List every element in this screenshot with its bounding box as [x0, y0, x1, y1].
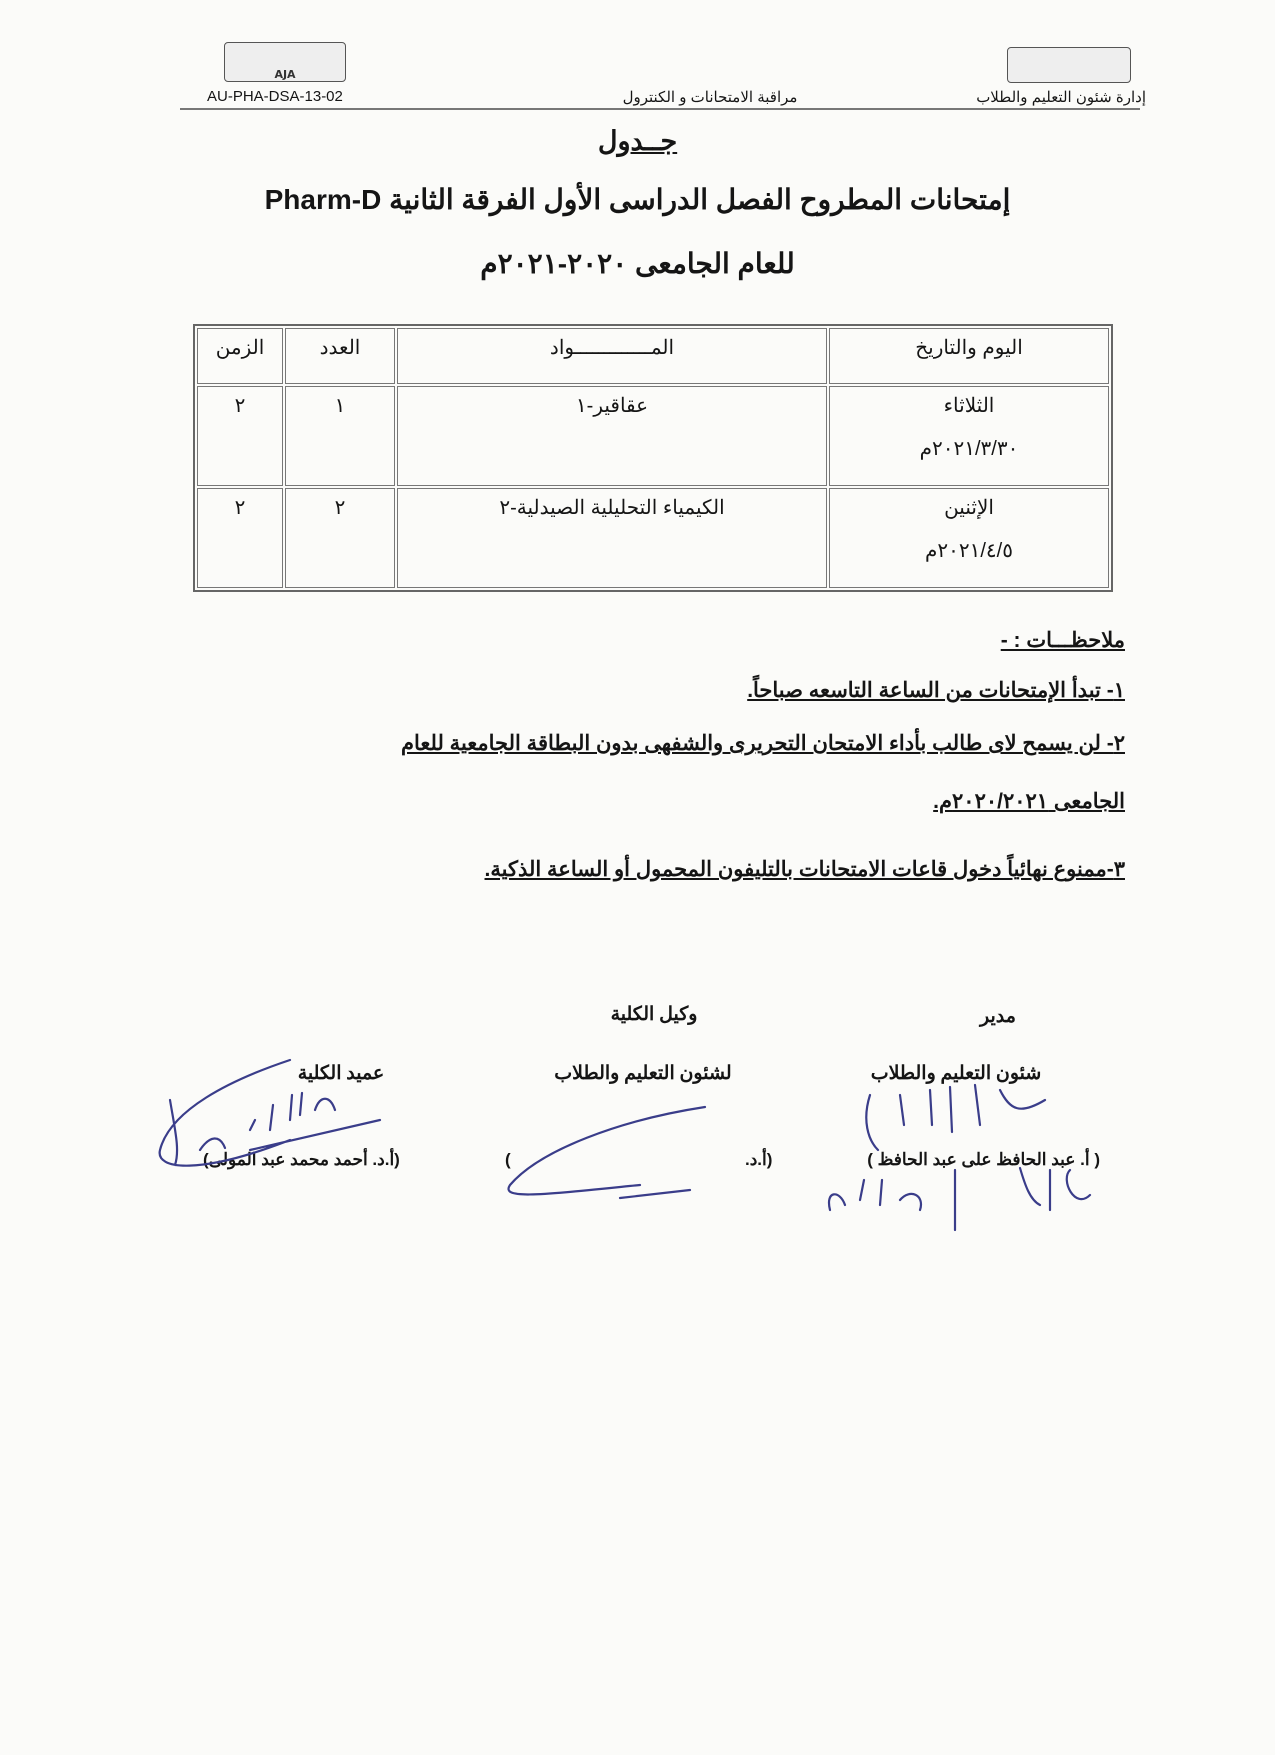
- date: ٢٠٢١/٣/٣٠م: [919, 438, 1019, 460]
- vice-dean-signature: [509, 1107, 705, 1198]
- dean-title: عميد الكلية: [297, 1063, 385, 1084]
- subtitle: إمتحانات المطروح الفصل الدراسى الأول الفرقة الثانية Pharm-D: [264, 184, 1011, 215]
- director-signature: [829, 1085, 1090, 1230]
- duration-cell: ٢: [197, 386, 283, 486]
- header-day-date: اليوم والتاريخ: [829, 328, 1109, 384]
- document-code: AU-PHA-DSA-13-02: [207, 88, 343, 105]
- director-dept: شئون التعليم والطلاب: [870, 1063, 1042, 1084]
- vice-dean-name: (أ.د.: [745, 1150, 773, 1169]
- title: جــدول: [597, 126, 678, 156]
- notes-heading: ملاحظـــات : -: [1000, 629, 1125, 652]
- director-name: ( أ. عبد الحافظ على عبد الحافظ ): [867, 1150, 1100, 1169]
- header-duration: الزمن: [197, 328, 283, 384]
- logo-text: AJA: [274, 68, 296, 81]
- academic-year: للعام الجامعى ٢٠٢٠-٢٠٢١م: [480, 248, 795, 279]
- note-2: ٢- لن يسمح لاى طالب بأداء الامتحان التحريرى والشفهى بدون البطاقة الجامعية للعام: [400, 732, 1125, 755]
- vice-dean-name-close: ): [505, 1150, 511, 1169]
- count-cell: ٢: [285, 488, 395, 588]
- header-count: العدد: [285, 328, 395, 384]
- subject-cell: عقاقير-١: [397, 386, 827, 486]
- note-1: ١- تبدأ الإمتحانات من الساعة التاسعه صباحاً.: [747, 679, 1125, 702]
- vice-dean-dept: لشئون التعليم والطلاب: [554, 1063, 732, 1084]
- note-2-continued: الجامعى ٢٠٢٠/٢٠٢١م.: [933, 790, 1125, 813]
- header-right: إدارة شئون التعليم والطلاب: [976, 89, 1146, 106]
- date: ٢٠٢١/٤/٥م: [925, 540, 1013, 562]
- vice-dean-title: وكيل الكلية: [610, 1004, 698, 1025]
- duration-cell: ٢: [197, 488, 283, 588]
- count-cell: ١: [285, 386, 395, 486]
- director-title: مدير: [980, 1006, 1016, 1027]
- day: الإثنين: [944, 497, 994, 519]
- note-3: ٣-ممنوع نهائياً دخول قاعات الامتحانات بالتليفون المحمول أو الساعة الذكية.: [484, 858, 1125, 881]
- header-subjects: المـــــــــــــواد: [397, 328, 827, 384]
- dean-signature: [160, 1060, 380, 1166]
- dean-name: (أ.د. أحمد محمد عبد المولى): [203, 1150, 400, 1169]
- day: الثلاثاء: [943, 395, 995, 417]
- header-center: مراقبة الامتحانات و الكنترول: [622, 89, 798, 106]
- subject-cell: الكيمياء التحليلية الصيدلية-٢: [397, 488, 827, 588]
